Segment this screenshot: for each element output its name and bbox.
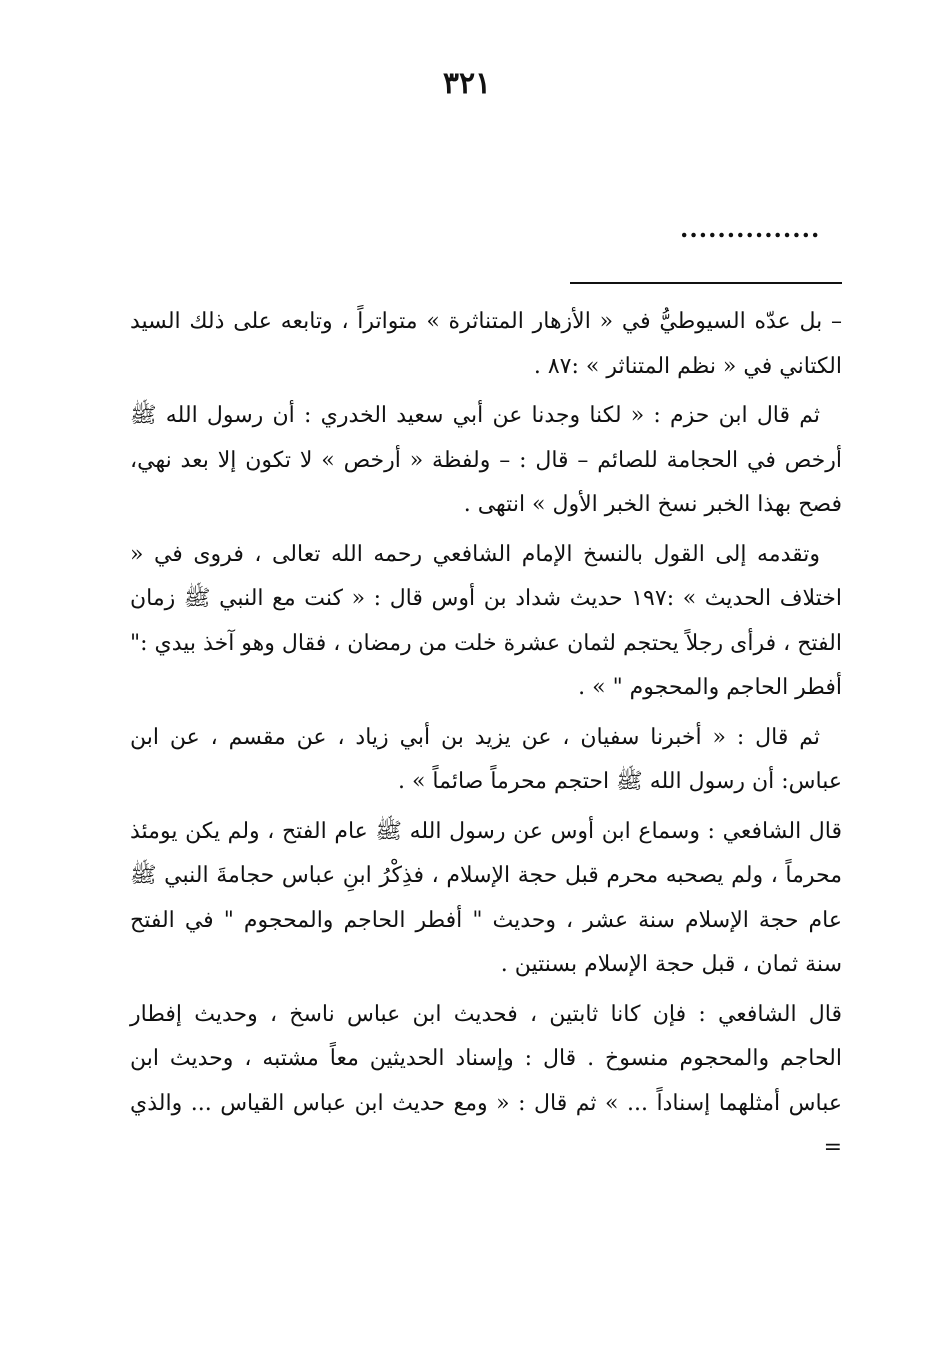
footnote-paragraph-5: قال الشافعي : وسماع ابن أوس عن رسول الله ﷺ عام الفتح ، ولم يكن يومئذ محرماً ، ولم يصحبه محرم قبل حجة الإسلام ، فذِكْرُ ابنِ عباس حجامةَ النبي ﷺ عام حجة الإسلام سنة عشر ، وحديث " أفطر الحاجم والمحجوم " في الفتح سنة ثمان ، قبل حجة الإسلام بسنتين . [130, 818, 842, 977]
footnote-paragraph-2: ثم قال ابن حزم : « لكنا وجدنا عن أبي سعيد الخدري : أن رسول الله ﷺ أرخص في الحجامة للصائم – قال : – ولفظة « أرخص » لا تكون إلا بعد نهي، فصح بهذا الخبر نسخ الخبر الأول » انتهى . [130, 403, 842, 517]
footnote-rule [570, 282, 842, 284]
footnote-paragraph-4: ثم قال : « أخبرنا سفيان ، عن يزيد بن أبي زياد ، عن مقسم ، عن ابن عباس: أن رسول الله ﷺ احتجم محرماً صائماً » . [130, 724, 842, 794]
footnote-paragraph-3: وتقدمه إلى القول بالنسخ الإمام الشافعي رحمه الله تعالى ، فروى في « اختلاف الحديث » :١٩٧ حديث شداد بن أوس قال : « كنت مع النبي ﷺ زمان الفتح ، فرأى رجلاً يحتجم لثمان عشرة خلت من رمضان ، فقال وهو آخذ بيدي :" أفطر الحاجم والمحجوم " » . [130, 541, 842, 700]
page-number: ٣٢١ [442, 66, 492, 101]
text-separator-dots: ............... [680, 214, 821, 243]
footnote-body [130, 300, 842, 1176]
footnote-paragraph-6: قال الشافعي : فإن كانا ثابتين ، فحديث ابن عباس ناسخ ، وحديث إفطار الحاجم والمحجوم منسوخ . قال : وإسناد الحديثين معاً مشتبه ، وحديث ابن عباس أمثلهما إسناداً ... » ثم قال : « ومع حديث ابن عباس القياس ... والذي = [130, 1001, 842, 1160]
footnote-paragraph-1: – بل عدّه السيوطيُّ في « الأزهار المتناثرة » متواتراً ، وتابعه على ذلك السيد الكتاني في « نظم المتناثر » :٨٧ . [130, 309, 842, 379]
